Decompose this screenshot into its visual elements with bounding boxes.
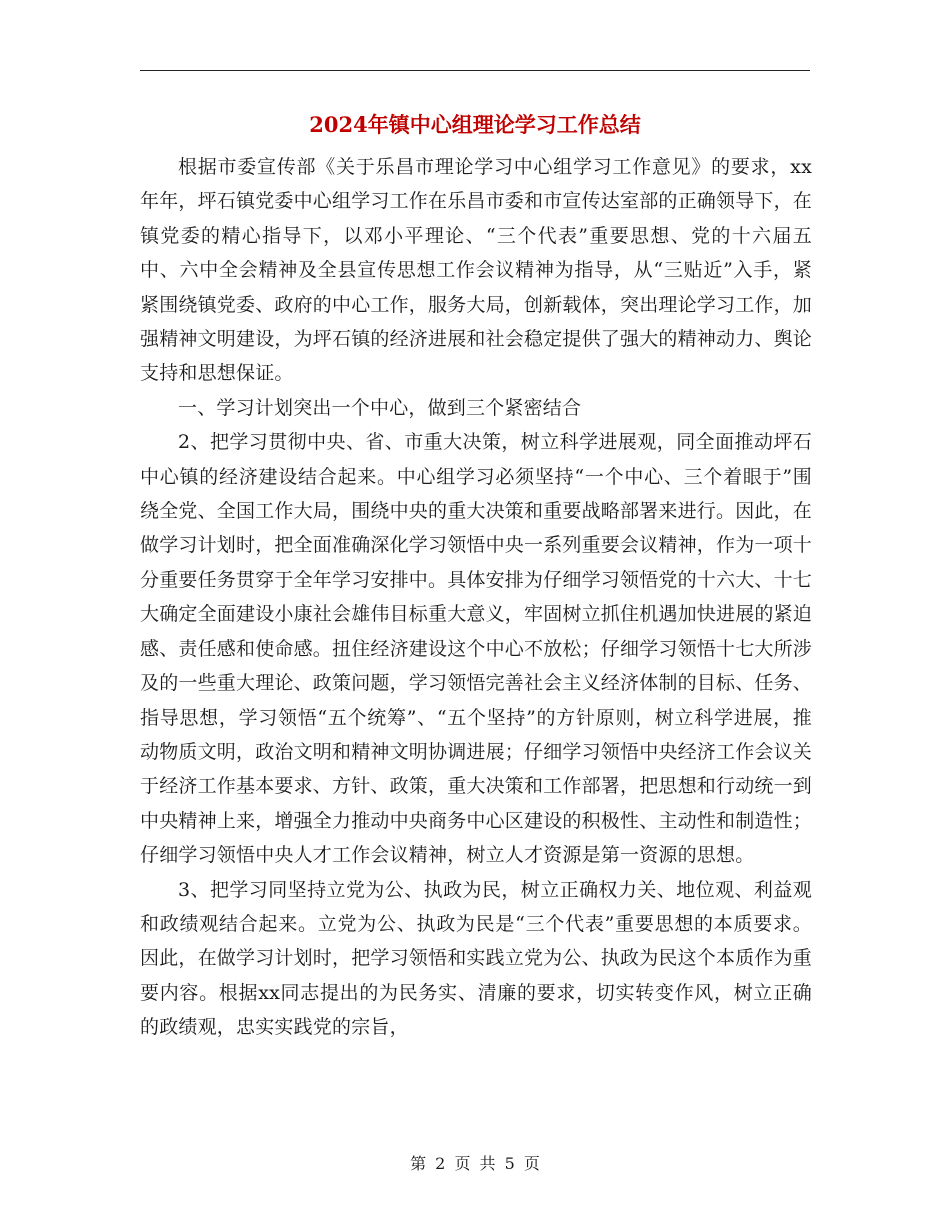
paragraph-point-3: 3、把学习同坚持立党为公、执政为民，树立正确权力关、地位观、利益观和政绩观结合起来。立党为公、执政为民是“三个代表”重要思想的本质要求。因此，在做学习计划时，把学习领悟和实践立党为公、执政为民这个本质作为重要内容。根据xx同志提出的为民务实、清廉的要求，切实转变作风，树立正确的政绩观，忠实实践党的宗旨， <box>140 878 813 1039</box>
document-body <box>140 150 812 1045</box>
page-number-footer: 第 2 页 共 5 页 <box>410 1154 540 1173</box>
paragraph-intro: 根据市委宣传部《关于乐昌市理论学习中心组学习工作意见》的要求，xx年年，坪石镇党委中心组学习工作在乐昌市委和市宣传达室部的正确领导下，在镇党委的精心指导下，以邓小平理论、“三个代表”重要思想、党的十六届五中、六中全会精神及全县宣传思想工作会议精神为指导，从“三贴近”入手，紧紧围绕镇党委、政府的中心工作，服务大局，创新载体，突出理论学习工作，加强精神文明建设，为坪石镇的经济进展和社会稳定提供了强大的精神动力、舆论支持和思想保证。 <box>140 156 813 385</box>
document-title: 2024年镇中心组理论学习工作总结 <box>309 112 641 137</box>
header-rule <box>140 70 810 71</box>
section-heading: 一、学习计划突出一个中心，做到三个紧密结合 <box>178 396 582 419</box>
paragraph-point-2: 2、把学习贯彻中央、省、市重大决策，树立科学进展观，同全面推动坪石中心镇的经济建设结合起来。中心组学习必须坚持“一个中心、三个着眼于”围绕全党、全国工作大局，围绕中央的重大决策和重要战略部署来进行。因此，在做学习计划时，把全面准确深化学习领悟中央一系列重要会议精神，作为一项十分重要任务贯穿于全年学习安排中。具体安排为仔细学习领悟党的十六大、十七大确定全面建设小康社会雄伟目标重大意义，牢固树立抓住机遇加快进展的紧迫感、责任感和使命感。扭住经济建设这个中心不放松；仔细学习领悟十七大所涉及的一些重大理论、政策问题，学习领悟完善社会主义经济体制的目标、任务、指导思想，学习领悟“五个统筹”、“五个坚持”的方针原则，树立科学进展，推动物质文明，政治文明和精神文明协调进展；仔细学习领悟中央经济工作会议关于经济工作基本要求、方针、政策，重大决策和工作部署，把思想和行动统一到中央精神上来，增强全力推动中央商务中心区建设的积极性、主动性和制造性；仔细学习领悟中央人才工作会议精神，树立人才资源是第一资源的思想。 <box>140 431 813 867</box>
